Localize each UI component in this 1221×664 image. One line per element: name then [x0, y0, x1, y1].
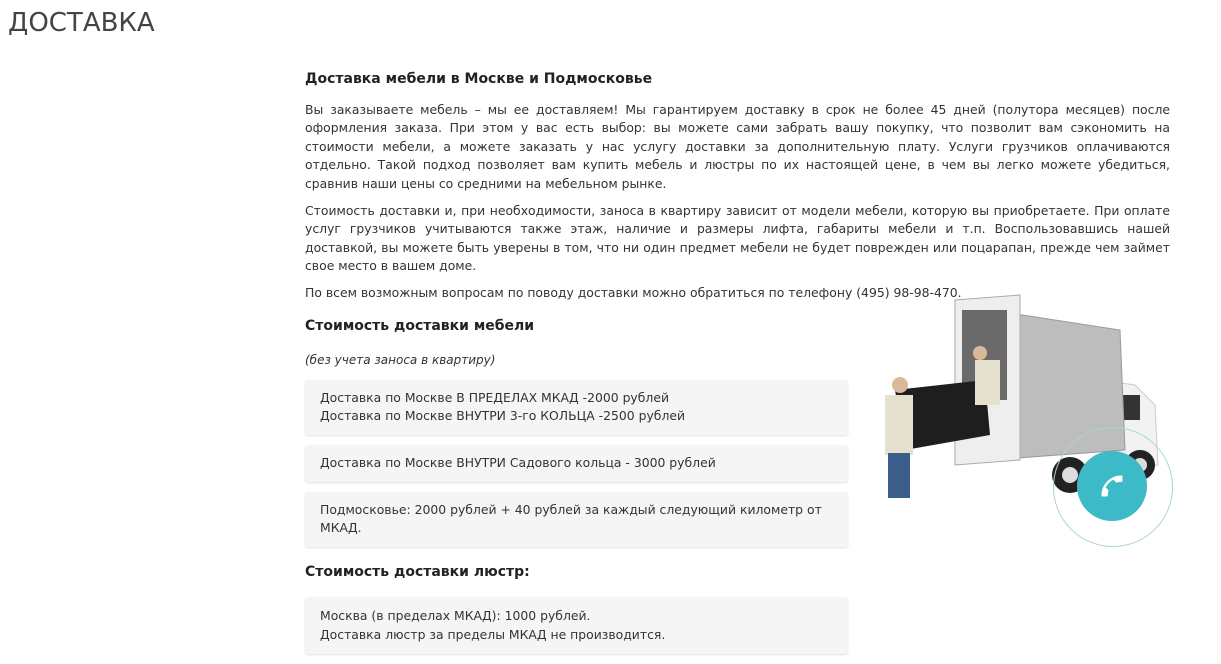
phone-icon: [1098, 472, 1126, 500]
page-title: ДОСТАВКА: [8, 8, 155, 38]
price-box: [305, 492, 848, 547]
furniture-cost-note: (без учета заноса в квартиру): [305, 353, 496, 368]
section-heading: Доставка мебели в Москве и Подмосковье: [305, 71, 653, 87]
price-box: [305, 597, 848, 654]
price-line: Москва (в пределах МКАД): 1000 рублей.: [320, 608, 591, 624]
price-box: [305, 445, 848, 482]
price-box: [305, 380, 848, 435]
callback-button[interactable]: [1077, 451, 1147, 521]
furniture-cost-heading: Стоимость доставки мебели: [305, 317, 535, 334]
price-line: Доставка по Москве ВНУТРИ Садового кольца - 3000 рублей: [320, 454, 716, 470]
price-line: Доставка люстр за пределы МКАД не производится.: [320, 626, 666, 642]
chandelier-cost-heading: Стоимость доставки люстр:: [305, 563, 530, 580]
paragraph: По всем возможным вопросам по поводу доставки можно обратиться по телефону (495) 98-98-470.: [305, 284, 962, 300]
price-line: Доставка по Москве В ПРЕДЕЛАХ МКАД -2000 рублей: [320, 389, 670, 405]
paragraph: Вы заказываете мебель – мы ее доставляем! Мы гарантируем доставку в срок не более 45 дней (полутора месяцев) после оформления заказа. При этом у вас есть выбор: вы можете сами забрать вашу покупку, что позволит вам сэкономить на стоимости мебели, а можете заказать у нас услугу доставки за дополнительную плату. Услуги грузчиков оплачиваются отдельно. Такой подход позволяет вам купить мебель и люстры по их настоящей цене, в чем вы легко можете убедиться, сравнив наши цены со средними на мебельном рынке.: [305, 101, 1170, 191]
price-line: Подмосковье: 2000 рублей + 40 рублей за каждый следующий километр от МКАД.: [320, 501, 822, 536]
price-line: Доставка по Москве ВНУТРИ 3-го КОЛЬЦА -2500 рублей: [320, 408, 686, 424]
paragraph: Стоимость доставки и, при необходимости, заноса в квартиру зависит от модели мебели, которую вы приобретаете. При оплате услуг грузчиков учитываются также этаж, наличие и размеры лифта, габариты мебели и т.п. Воспользовавшись нашей доставкой, вы можете быть уверены в том, что ни один предмет мебели не будет поврежден или поцарапан, прежде чем займет свое место в вашем доме.: [305, 202, 1170, 274]
